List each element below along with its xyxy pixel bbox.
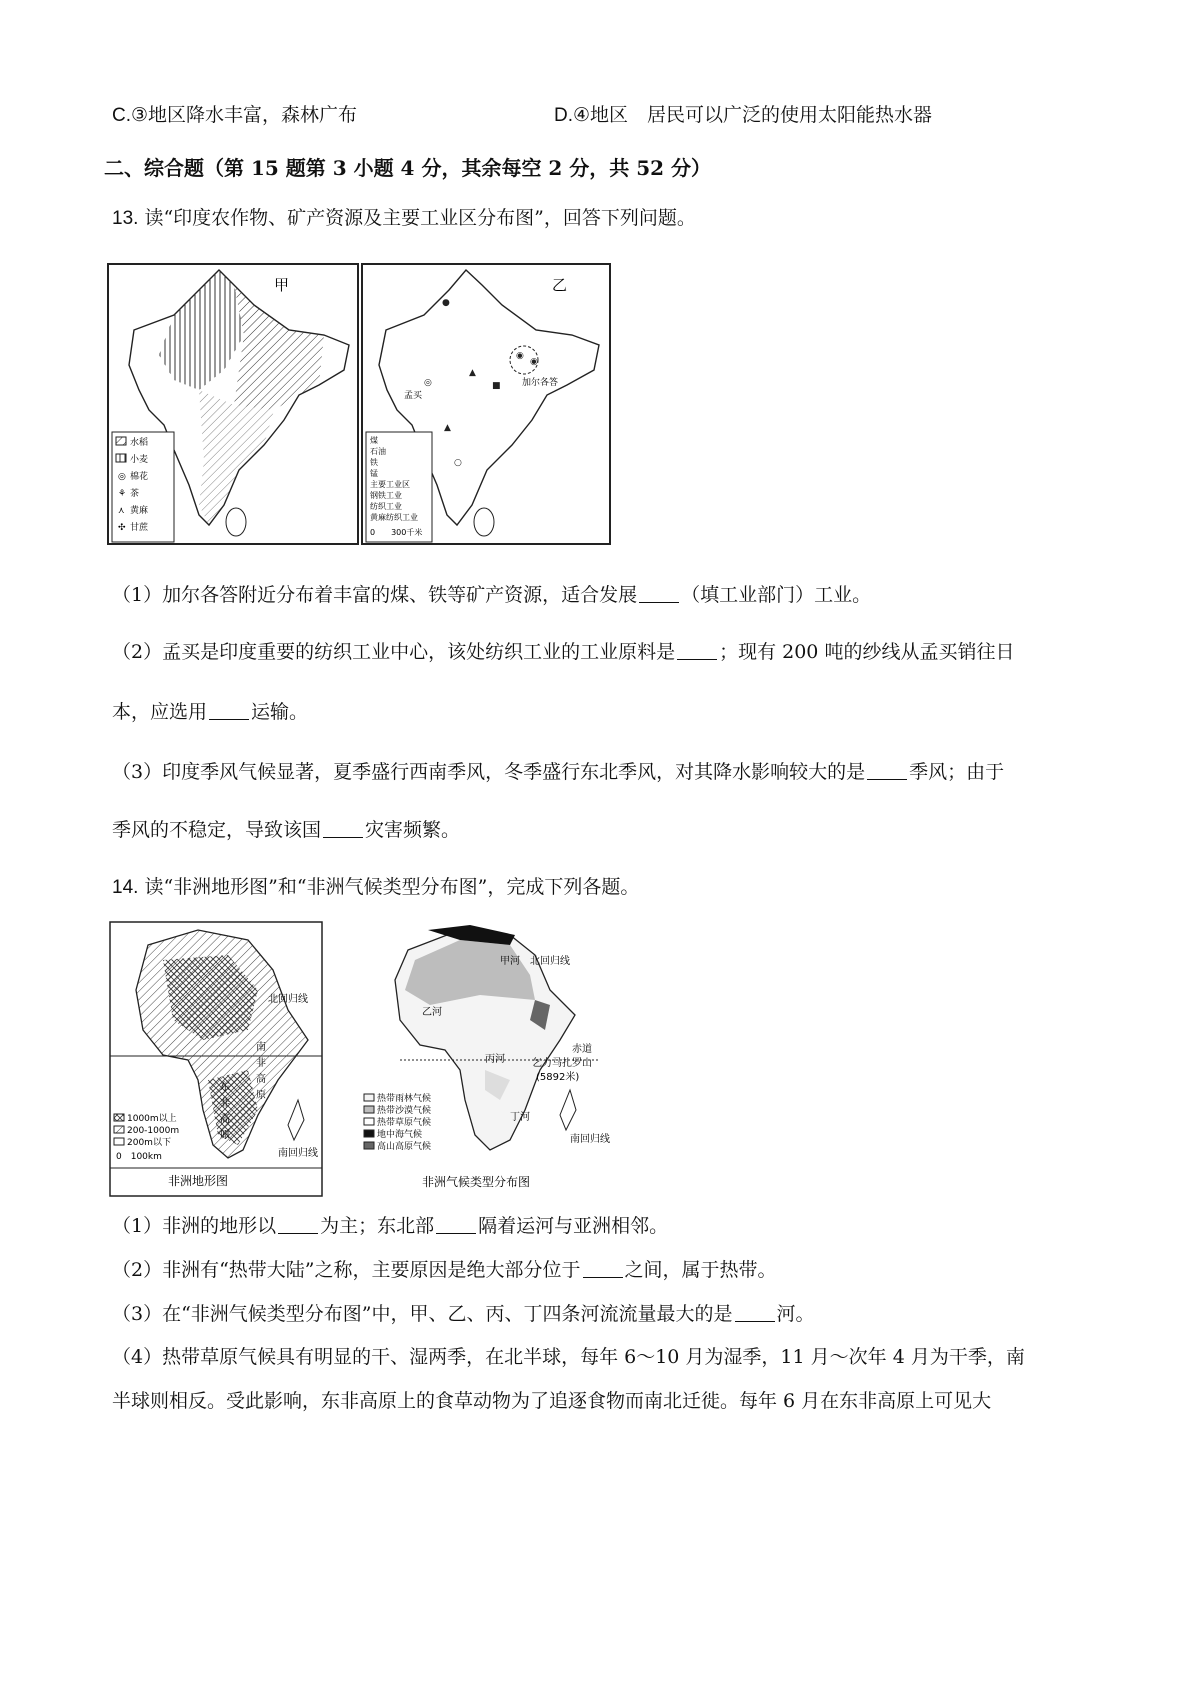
terrain-label: 东 — [220, 1082, 230, 1093]
india-crops-map — [108, 264, 358, 544]
legend-wheat: 小麦 — [130, 455, 149, 465]
q14-part4-cont: 半球则相反。受此影响，东非高原上的食草动物为了追逐食物而南北迁徙。每年 6 月在东非高原上可见大 — [112, 1390, 992, 1412]
option-c: C.③地区降水丰富，森林广布 — [112, 104, 358, 126]
equator-label: 赤道 — [572, 1044, 592, 1055]
svg-text:▲: ▲ — [469, 368, 476, 378]
q14-part2: （2）非洲有“热带大陆”之称，主要原因是绝大部分位于 之间，属于热带。 — [112, 1259, 777, 1281]
scale-bar-label: 0 300千米 — [370, 528, 423, 537]
q14-stem: 14. 读“非洲地形图”和“非洲气候类型分布图”，完成下列各题。 — [112, 876, 640, 898]
scale-label: 0 100km — [116, 1152, 162, 1162]
answer-blank[interactable] — [278, 1214, 318, 1234]
legend-highland: 高山高原气候 — [377, 1142, 432, 1152]
answer-blank[interactable] — [209, 700, 249, 720]
section-title: 二、综合题（第 15 题第 3 小题 4 分，其余每空 2 分，共 52 分） — [104, 156, 712, 180]
q14-part1: （1）非洲的地形以 为主；东北部 隔着运河与亚洲相邻。 — [112, 1215, 669, 1237]
option-d: D.④地区 居民可以广泛的使用太阳能热水器 — [554, 104, 933, 126]
terrain-label: 原 — [256, 1090, 266, 1101]
legend-jute: 黄麻 — [130, 506, 149, 516]
legend-200-1000m: 200-1000m — [127, 1126, 180, 1136]
svg-text:✣: ✣ — [118, 523, 126, 533]
legend-jute-textile: 黄麻纺织工业 — [370, 513, 418, 522]
legend-industrial-area: 主要工业区 — [370, 480, 410, 489]
legend-savanna: 热带草原气候 — [377, 1118, 432, 1128]
legend-oil: 石油 — [370, 447, 386, 456]
answer-blank[interactable] — [323, 818, 363, 838]
legend-iron: 铁 — [370, 458, 378, 467]
svg-text:◉: ◉ — [530, 357, 538, 367]
india-resources-map — [362, 264, 610, 544]
answer-blank[interactable] — [639, 583, 679, 603]
city-kolkata: 加尔各答 — [522, 378, 559, 388]
q14-part4: （4）热带草原气候具有明显的干、湿两季，在北半球，每年 6～10 月为湿季，11 月～次年 4 月为干季，南 — [112, 1346, 1025, 1368]
answer-blank[interactable] — [436, 1214, 476, 1234]
legend-cotton: 棉花 — [130, 472, 149, 482]
map-right-title: 乙 — [552, 276, 568, 294]
svg-text:▲: ▲ — [444, 423, 451, 433]
legend-desert: 热带沙漠气候 — [377, 1106, 432, 1116]
answer-blank[interactable] — [677, 640, 717, 660]
q13-part3: （3）印度季风气候显著，夏季盛行西南季风，冬季盛行东北季风，对其降水影响较大的是 季风；由于 — [112, 761, 1005, 783]
q13-part2-cont: 本，应选用 运输。 — [112, 701, 309, 723]
svg-text:⋏: ⋏ — [118, 506, 125, 516]
terrain-label: 非 — [256, 1058, 266, 1069]
answer-blank[interactable] — [867, 760, 907, 780]
kilimanjaro-label: 乞力马扎罗山 — [532, 1058, 592, 1069]
terrain-label: 南 — [256, 1042, 266, 1053]
q13-part3-cont: 季风的不稳定，导致该国 灾害频繁。 — [112, 819, 461, 841]
legend-mediterranean: 地中海气候 — [377, 1130, 423, 1140]
answer-blank[interactable] — [583, 1258, 623, 1278]
legend-above-1000m: 1000m以上 — [127, 1114, 177, 1124]
legend-steel: 钢铁工业 — [370, 491, 402, 500]
svg-text:●: ● — [442, 298, 450, 308]
city-mumbai: 孟买 — [404, 391, 423, 401]
svg-text:◉: ◉ — [516, 351, 524, 361]
q13-part2: （2）孟买是印度重要的纺织工业中心，该处纺织工业的工业原料是 ；现有 200 吨的纱线从孟买销往日 — [112, 641, 1015, 663]
terrain-label: 非 — [220, 1098, 230, 1109]
terrain-label: 高 — [256, 1074, 266, 1085]
terrain-label: 原 — [220, 1130, 230, 1141]
map-left-title: 甲 — [274, 276, 290, 294]
legend-textile: 纺织工业 — [370, 502, 402, 511]
legend-rice: 水稻 — [130, 438, 149, 448]
legend-rainforest: 热带雨林气候 — [377, 1094, 432, 1104]
q13-stem: 13. 读“印度农作物、矿产资源及主要工业区分布图”，回答下列问题。 — [112, 207, 696, 229]
legend-below-200m: 200m以下 — [127, 1138, 171, 1148]
kilimanjaro-height: (5892米) — [536, 1072, 580, 1083]
tropic-of-capricorn-label: 南回归线 — [278, 1148, 318, 1159]
legend-tea: 茶 — [130, 489, 140, 499]
map2-caption: 非洲气候类型分布图 — [422, 1175, 531, 1189]
tropic-of-cancer-label: 北回归线 — [268, 994, 308, 1005]
africa-climate-map — [360, 920, 620, 1195]
svg-text:⚘: ⚘ — [118, 489, 127, 499]
q14-part3: （3）在“非洲气候类型分布图”中，甲、乙、丙、丁四条河流流量最大的是 河。 — [112, 1303, 815, 1325]
tropic-capricorn-label: 南回归线 — [570, 1134, 610, 1145]
river-ding: 丁河 — [510, 1112, 530, 1123]
svg-text:◎: ◎ — [118, 472, 126, 482]
legend-sugarcane: 甘蔗 — [130, 523, 149, 533]
india-maps-figure — [104, 260, 612, 548]
q13-part1: （1）加尔各答附近分布着丰富的煤、铁等矿产资源，适合发展 （填工业部门）工业。 — [112, 584, 872, 606]
tropic-cancer-label: 北回归线 — [530, 956, 570, 967]
legend-coal: 煤 — [370, 436, 378, 445]
terrain-label: 高 — [220, 1114, 230, 1125]
africa-terrain-map — [108, 920, 340, 1198]
answer-blank[interactable] — [735, 1302, 775, 1322]
river-yi: 乙河 — [422, 1007, 442, 1018]
river-jia: 甲河 — [500, 956, 520, 967]
svg-text:○: ○ — [454, 458, 462, 468]
legend-manganese: 锰 — [370, 469, 378, 478]
svg-text:■: ■ — [492, 381, 501, 391]
svg-text:◎: ◎ — [424, 378, 432, 388]
river-bing: 丙河 — [485, 1054, 505, 1065]
map1-caption: 非洲地形图 — [168, 1174, 229, 1188]
